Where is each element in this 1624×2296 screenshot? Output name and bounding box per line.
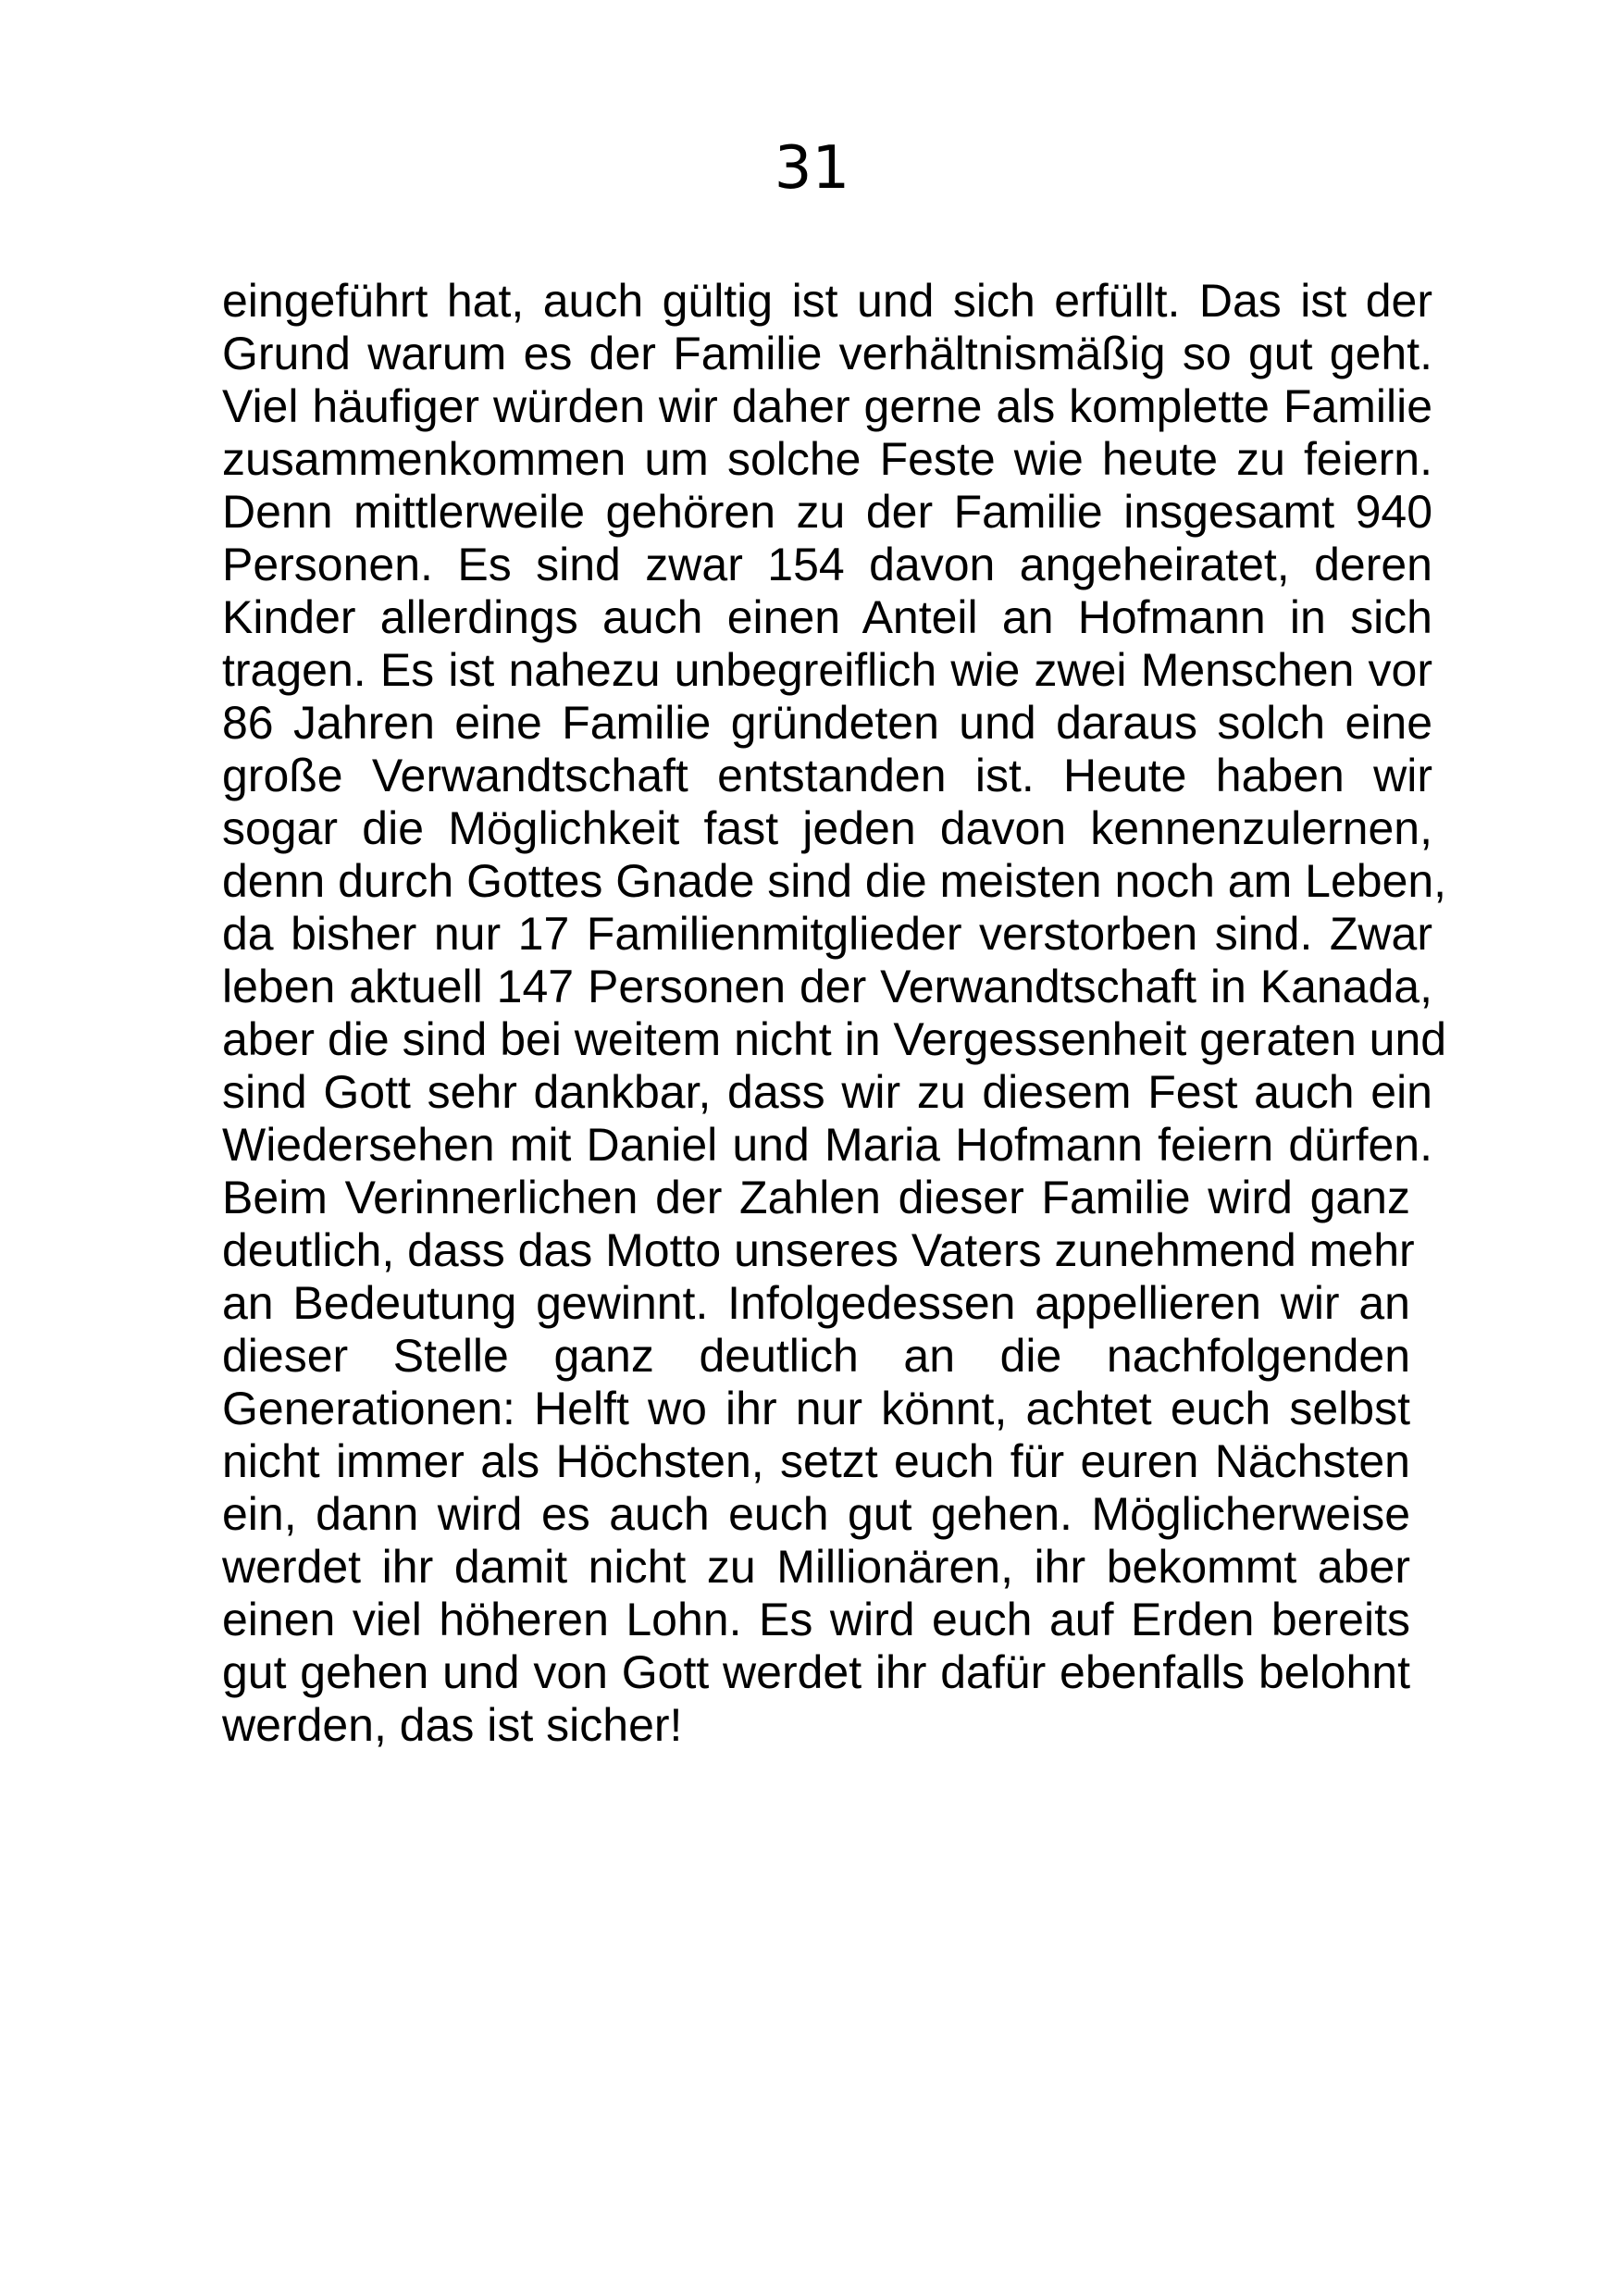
text-line: aber die sind bei weitem nicht in Vergessenheit geraten und <box>222 1013 1447 1065</box>
text-line: sind Gott sehr dankbar, dass wir zu diesem Fest auch ein <box>222 1066 1432 1118</box>
text-line: große Verwandtschaft entstanden ist. Heute haben wir <box>222 750 1432 801</box>
text-line: ein, dann wird es auch euch gut gehen. Möglicherweise <box>222 1488 1410 1540</box>
text-line: Beim Verinnerlichen der Zahlen dieser Familie wird ganz <box>222 1172 1410 1223</box>
text-line: da bisher nur 17 Familienmitglieder verstorben sind. Zwar <box>222 908 1432 960</box>
text-line: Generationen: Helft wo ihr nur könnt, achtet euch selbst <box>222 1383 1410 1434</box>
text-line: Kinder allerdings auch einen Anteil an Hofmann in sich <box>222 591 1432 643</box>
text-line: Viel häufiger würden wir daher gerne als komplette Familie <box>222 380 1432 432</box>
text-line: sogar die Möglichkeit fast jeden davon kennenzulernen, <box>222 802 1432 854</box>
page-number: 31 <box>774 134 850 203</box>
text-line: leben aktuell 147 Personen der Verwandtschaft in Kanada, <box>222 961 1432 1012</box>
text-line: eingeführt hat, auch gültig ist und sich erfüllt. Das ist der <box>222 275 1432 327</box>
text-line: Grund warum es der Familie verhältnismäßig so gut geht. <box>222 328 1432 379</box>
text-line: tragen. Es ist nahezu unbegreiflich wie zwei Menschen vor <box>222 644 1432 696</box>
text-line: Wiedersehen mit Daniel und Maria Hofmann feiern dürfen. <box>222 1119 1432 1171</box>
text-line: werden, das ist sicher! <box>222 1699 683 1751</box>
text-line: nicht immer als Höchsten, setzt euch für euren Nächsten <box>222 1435 1410 1487</box>
text-line: werdet ihr damit nicht zu Millionären, ihr bekommt aber <box>222 1541 1410 1593</box>
text-line: 86 Jahren eine Familie gründeten und daraus solch eine <box>222 697 1432 749</box>
text-line: deutlich, dass das Motto unseres Vaters zunehmend mehr <box>222 1224 1415 1276</box>
text-line: Denn mittlerweile gehören zu der Familie insgesamt 940 <box>222 486 1432 538</box>
text-line: Personen. Es sind zwar 154 davon angeheiratet, deren <box>222 539 1432 590</box>
text-line: an Bedeutung gewinnt. Infolgedessen appellieren wir an <box>222 1277 1410 1329</box>
text-line: zusammenkommen um solche Feste wie heute zu feiern. <box>222 433 1432 485</box>
text-line: dieser Stelle ganz deutlich an die nachfolgenden <box>222 1330 1410 1382</box>
text-line: einen viel höheren Lohn. Es wird euch auf Erden bereits <box>222 1594 1410 1645</box>
text-line: gut gehen und von Gott werdet ihr dafür ebenfalls belohnt <box>222 1646 1410 1698</box>
text-line: denn durch Gottes Gnade sind die meisten noch am Leben, <box>222 855 1447 907</box>
